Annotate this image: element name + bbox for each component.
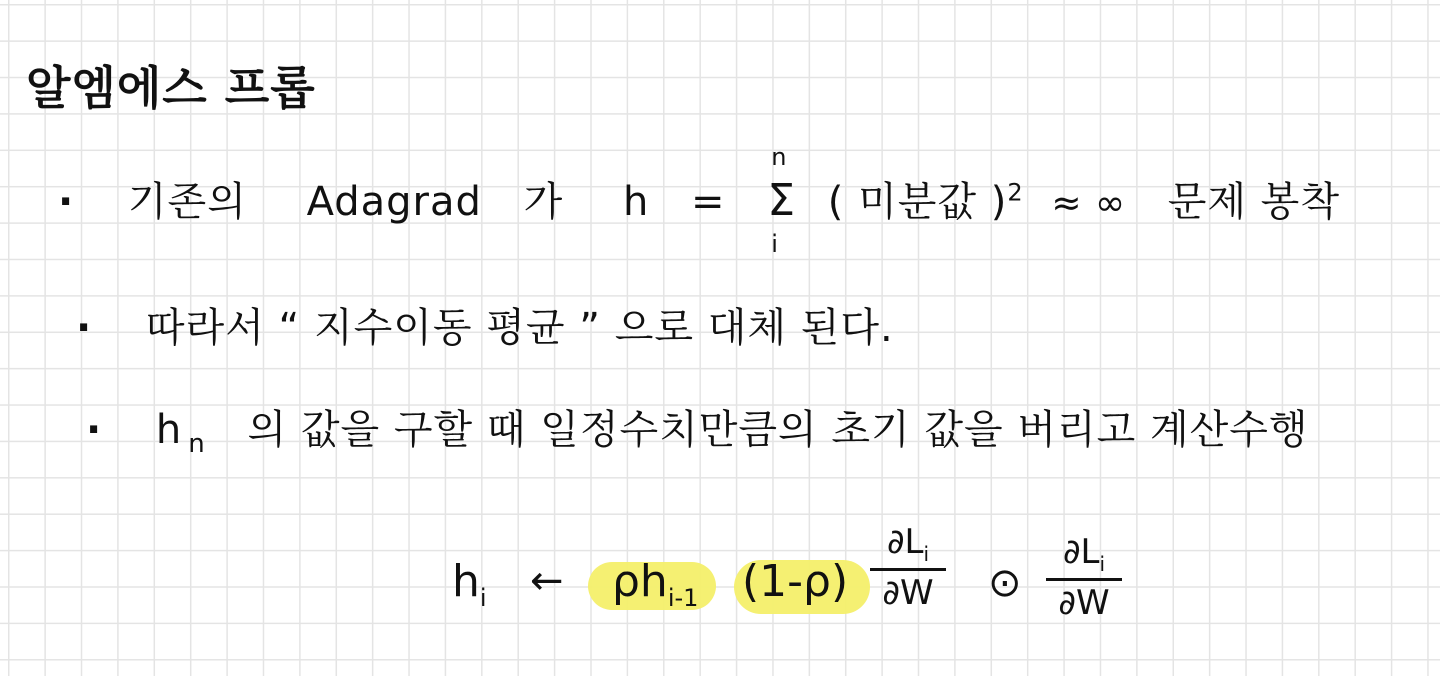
math-equals: = xyxy=(691,179,726,225)
text-existing: 기존의 xyxy=(127,179,247,225)
text-ema-replace: 따라서 “ 지수이동 평균 ” 으로 대체 된다. xyxy=(145,305,894,351)
math-exponent: 2 xyxy=(1007,178,1024,207)
formula-decay-term: $\rho h_{i-1}$ xyxy=(612,556,699,612)
formula-lhs: $h_i$ xyxy=(452,556,487,612)
sum-upper-limit: n xyxy=(771,143,788,171)
bullet-point: · xyxy=(86,407,103,453)
bullet-point: · xyxy=(58,179,75,225)
fraction-bar xyxy=(1046,578,1122,581)
formula-complement-term: (1-ρ) xyxy=(742,556,849,607)
sum-symbol: Σ xyxy=(767,175,797,226)
page-title: 알엠에스 프롭 xyxy=(26,61,316,115)
math-approx-infinity: ≈ ∞ xyxy=(1051,183,1126,224)
note-line-ema xyxy=(76,296,894,353)
fraction-numerator: $\partial L_i$ xyxy=(1062,532,1106,576)
text-problem: 문제 봉착 xyxy=(1167,179,1340,225)
text-particle: 가 xyxy=(523,179,564,225)
fraction-denominator: ∂W xyxy=(1058,582,1110,623)
fraction-denominator: ∂W xyxy=(882,572,934,613)
math-term-derivative: ( 미분값 ) xyxy=(827,179,1008,225)
math-subscript-n: n xyxy=(188,429,206,459)
text-adagrad: Adagrad xyxy=(306,179,482,225)
math-sum xyxy=(767,143,797,258)
sum-lower-limit: i xyxy=(771,230,779,258)
bullet-point: · xyxy=(76,305,93,351)
formula-hadamard: ⊙ xyxy=(988,560,1022,606)
math-h: h xyxy=(155,407,183,453)
fraction-bar xyxy=(870,568,946,571)
formula-gradient-fraction xyxy=(870,522,946,613)
text-hn-description: 의 값을 구할 때 일정수치만큼의 초기 값을 버리고 계산수행 xyxy=(247,407,1309,453)
fraction-numerator: $\partial L_i$ xyxy=(886,522,930,566)
formula-gradient-fraction-2 xyxy=(1046,532,1122,623)
math-h: h xyxy=(622,179,650,225)
formula-arrow: ← xyxy=(530,558,564,604)
note-line-adagrad xyxy=(58,143,1340,258)
note-line-hn xyxy=(86,398,1309,459)
